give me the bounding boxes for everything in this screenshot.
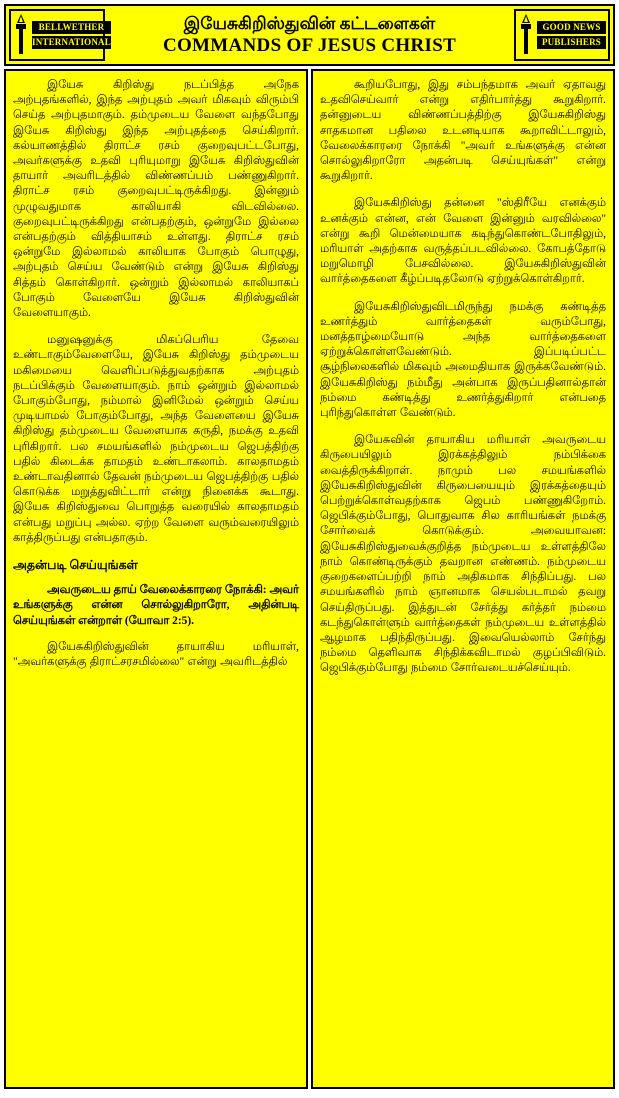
publisher-right-line2: PUBLISHERS — [537, 36, 606, 49]
page-header — [4, 4, 615, 66]
right-column — [311, 69, 615, 1089]
scripture-verse: அவருடைய தாய் வேலைக்காரரை நோக்கி: அவர் உங்களுக்கு என்ன சொல்லுகிறாரோ, அதின்படி செய்யுங்கள் என்றாள் (யோவா 2:5). — [13, 584, 299, 627]
section-subheading: அதன்படி செய்யுங்கள் — [13, 558, 138, 573]
paragraph: கூறியபோது, இது சம்பந்தமாக அவர் ஏதாவது உதவிசெய்வார் என்று எதிர்பார்த்து கூறுகிறார். தன்னுடைய விண்ணப்பத்திற்கு இயேசுகிறிஸ்து சாதகமான பதிலை உடனடியாக கூறாவிட்டாலும், வேலைக்காரரை நோக்கி "அவர் உங்களுக்கு என்ன சொல்லுகிறாரோ அதன்படி செய்யுங்கள்" என்று கூறுகிறார். — [320, 79, 606, 183]
publisher-logo-left — [9, 9, 111, 61]
paragraph: மனுஷனுக்கு மிகப்பெரிய தேவை உண்டாகும்வேளையே, இயேசு கிறிஸ்து தம்முடைய மகிமையை வெளிப்படுத்துவதற்காக அற்புதம் நடப்பிக்கும் வேளையாகும். நாம் ஒன்றும் இல்லாமல் போகும்போது, நம்மால் இனிமேல் ஒன்றும் செய்ய முடியாமல் போகும்போது, அந்த வேளையை இயேசு கிறிஸ்து தம்முடைய வேளையாக கருதி, நமக்கு உதவி புரிகிறார். பல சமயங்களில் நம்முடைய ஜெபத்திற்கு பதில் கிடைக்க தாமதம் உண்டாகலாம். காலதாமதம் உண்டாவதினால் தேவன் நம்முடைய ஜெபத்திற்கு பதில் கொடுக்க மறுத்துவிட்டார் என்று நினைக்க கூடாது. இயேசு கிறிஸ்துவை பொறுத்த வரையில் காலதாமதம் என்பது மறுப்பு அல்ல. ஏற்ற வேளை வரும்வரையிலும் காத்திருப்பது என்பதாகும். — [13, 334, 299, 544]
torch-emblem-icon — [518, 14, 534, 56]
title-english: COMMANDS OF JESUS CHRIST — [162, 35, 457, 56]
publisher-left-line1: BELLWETHER — [32, 21, 111, 34]
paragraph: இயேசுகிறிஸ்துவின் தாயாகிய மரியாள், "அவர்களுக்கு திராட்சரசமில்லை" என்று அவரிடத்தில் — [13, 640, 299, 668]
left-column — [4, 69, 308, 1089]
paragraph: இயேசுகிறிஸ்துவிடமிருந்து நமக்கு கண்டித்த உணர்த்தும் வார்த்தைகள் வரும்போது, மனத்தாழ்மையோடு அந்த வார்த்தைகளை ஏற்றுக்கொள்ளவேண்டும். இப்படிப்பட்ட சூழ்நிலைகளில் மிகவும் அமைதியாக இருக்கவேண்டும். இயேசுகிறிஸ்து நம்மீது அன்பாக இருப்பதினால்தான் நம்மை கண்டித்து உணர்த்துகிறார் என்பதை புரிந்துகொள்ள வேண்டும். — [320, 300, 606, 420]
publisher-logo-right — [514, 9, 610, 61]
title-tamil: இயேசுகிறிஸ்துவின் கட்டளைகள் — [183, 14, 436, 33]
publisher-left-line2: INTERNATIONAL — [32, 37, 111, 47]
publisher-right-line1: GOOD NEWS — [537, 21, 606, 34]
paragraph: இயேசுவின் தாயாகிய மரியாள் அவருடைய கிருபையிலும் இரக்கத்திலும் நம்பிக்கை வைத்திருக்கிறாள். நாமும் பல சமயங்களில் இயேசுகிறிஸ்துவின் கிருபையையும் இரக்கத்தையும் பெற்றுக்கொள்வதற்காக ஜெபம் பண்ணுகிறோம். ஜெபிக்கும்போது, பொதுவாக சில காரியங்கள் நமக்கு சோர்வைக் கொடுக்கும். அவையாவன: இயேசுகிறிஸ்துவைக்குறித்த நம்முடைய உள்ளத்திலே நாம் கொண்டிருக்கும் தவறான எண்ணம். நம்முடைய குறைகளைப்பற்றி நாம் அதிகமாக சிந்திப்பது. பல சமயங்களில் நாம் ஞானமாக செயல்படாமல் தவறு செய்திருப்பது. இத்துடன் சேர்த்து கர்த்தர் நம்மை கடந்துகொள்ளும் வார்த்தைகள் நம்முடைய உள்ளத்தில் ஆழமாக பதிந்திருப்பது. இவையெல்லாம் சேர்ந்து நம்மை தெளிவாக சிந்திக்கவிடாமல் குழப்பிவிடும். ஜெபிக்கும்போது நம்மை சோர்வடையச்செய்யும். — [320, 434, 606, 675]
article-body — [4, 69, 615, 1089]
page-title — [108, 6, 511, 64]
paragraph: இயேசுகிறிஸ்து தன்னை "ஸ்திரீயே எனக்கும் உனக்கும் என்ன, என் வேளை இன்னும் வரவில்லை" என்று கூறி மென்மையாக கடிந்துகொண்டபோதிலும், மரியாள் அதற்காக வருத்தப்படவில்லை. கோபத்தோடு மறுமொழி பேசவில்லை. இயேசுகிறிஸ்துவின் வார்த்தைகளை கீழ்ப்படிதலோடு ஏற்றுக்கொள்கிறார். — [320, 197, 606, 286]
torch-emblem-icon — [13, 14, 29, 56]
paragraph: இயேசு கிறிஸ்து நடப்பித்த அநேக அற்புதங்களில், இந்த அற்புதம் அவர் மிகவும் விரும்பி செய்த அற்புதமாகும். தம்முடைய வேளை வந்தபோது இயேசு கிறிஸ்து இந்த அற்புதத்தை செய்கிறார். கல்யாணத்தில் திராட்ச ரசம் குறைவுபட்டபோது, அவர்களுக்கு உதவி புரியுமாறு இயேசு கிறிஸ்துவின் தாயார் அவரிடத்தில் விண்ணப்பம் பண்ணுகிறார். திராட்ச ரசம் குறைவுபட்டிருக்கிறது. இன்னும் முழுவதுமாக காலியாகி விடவில்லை. குறைவுபட்டிருக்கிறது என்பதற்கும், ஒன்றுமே இல்லை என்பதற்கும் வித்தியாசம் உள்ளது. திராட்ச ரசம் ஒன்றுமே இல்லாமல் காலியாக போகும் பொழுது, அற்புதம் செய்ய வேண்டும் என்று இயேசு கிறிஸ்து சித்தம் கொள்கிறார். ஒன்றும் இல்லாமல் காலியாகப் போகும் வேளையே இயேசு கிறிஸ்துவின் வேளையாகும். — [13, 79, 299, 320]
